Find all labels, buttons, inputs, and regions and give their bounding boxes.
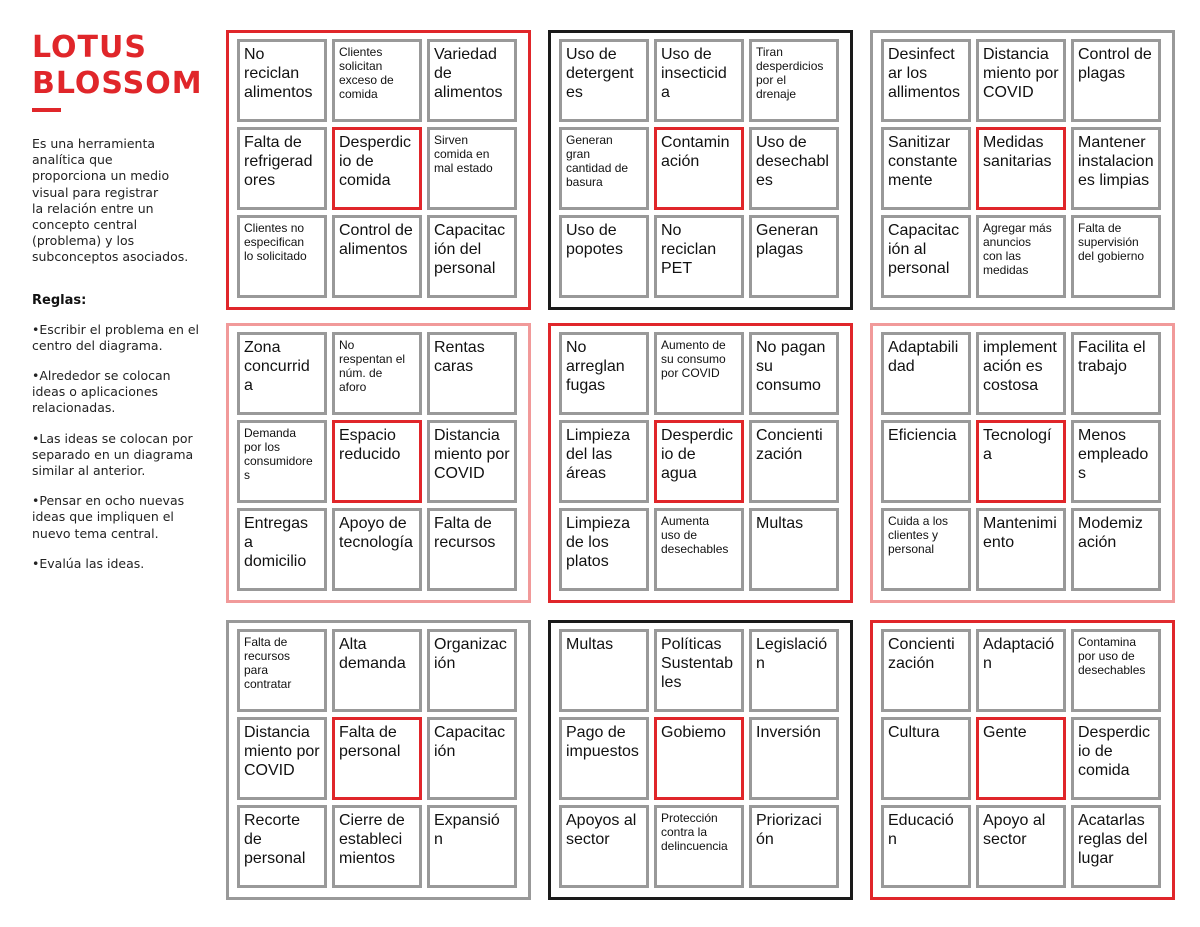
- cell-text: Capacitac ión del personal: [434, 222, 506, 277]
- cell-text: Acatarlas reglas del lugar: [1078, 812, 1148, 867]
- cell-text: Contamin ación: [661, 134, 730, 170]
- cell-text: Sirven comida en mal estado: [434, 133, 493, 175]
- idea-cell: [559, 127, 649, 210]
- idea-cell: [749, 629, 839, 712]
- title-underline: [32, 108, 61, 112]
- idea-cell: [654, 805, 744, 888]
- central-concept-cell: [976, 717, 1066, 800]
- cell-text: Espacio reducido: [339, 427, 401, 463]
- lotus-block: [226, 30, 531, 310]
- cell-text: Tiran desperdicios por el drenaje: [756, 45, 824, 101]
- cell-text: Apoyos al sector: [566, 812, 637, 848]
- idea-cell: [654, 215, 744, 298]
- rules-heading: Reglas:: [32, 292, 87, 308]
- idea-cell: [881, 215, 971, 298]
- idea-cell: [237, 215, 327, 298]
- idea-cell: [332, 39, 422, 122]
- cell-text: Clientes solicitan exceso de comida: [339, 45, 394, 101]
- idea-cell: [881, 420, 971, 503]
- rule-2: •Alrededor se colocan ideas o aplicaciones relacionadas.: [32, 368, 171, 416]
- cell-text: No reciclan alimentos: [244, 46, 313, 101]
- cell-text: Concienti zación: [888, 636, 955, 672]
- cell-text: No reciclan PET: [661, 222, 717, 277]
- cell-text: Agregar más anuncios con las medidas: [983, 221, 1052, 277]
- cell-text: Desperdic io de agua: [661, 427, 734, 482]
- cell-text: Falta de personal: [339, 724, 401, 760]
- idea-cell: [332, 215, 422, 298]
- central-concept-cell: [332, 127, 422, 210]
- idea-cell: [1071, 717, 1161, 800]
- idea-cell: [559, 805, 649, 888]
- cell-text: Entregas a domicilio: [244, 515, 309, 570]
- idea-cell: [749, 332, 839, 415]
- cell-text: Multas: [756, 515, 804, 532]
- idea-cell: [559, 332, 649, 415]
- idea-cell: [237, 717, 327, 800]
- cell-text: Gente: [983, 724, 1027, 741]
- idea-cell: [749, 717, 839, 800]
- idea-cell: [1071, 332, 1161, 415]
- cell-text: Adaptació n: [983, 636, 1055, 672]
- cell-text: Uso de detergent es: [566, 46, 634, 101]
- cell-text: Uso de insecticid a: [661, 46, 727, 101]
- cell-text: Limpieza de los platos: [566, 515, 631, 570]
- cell-text: Distancia miento por COVID: [244, 724, 320, 779]
- rule-1: •Escribir el problema en el centro del diagrama.: [32, 321, 200, 353]
- cell-text: Clientes no especifican lo solicitado: [244, 221, 307, 263]
- cell-text: Priorizaci ón: [756, 812, 822, 848]
- cell-text: Limpieza del las áreas: [566, 427, 631, 482]
- idea-cell: [749, 508, 839, 591]
- lotus-block: [548, 30, 853, 310]
- idea-cell: [427, 805, 517, 888]
- idea-cell: [237, 39, 327, 122]
- idea-cell: [881, 629, 971, 712]
- rule-4: •Pensar en ocho nuevas ideas que impliquen el nuevo tema central.: [32, 493, 185, 541]
- idea-cell: [332, 629, 422, 712]
- cell-text: Concienti zación: [756, 427, 823, 463]
- cell-text: No respentan el núm. de aforo: [339, 338, 406, 394]
- description: Es una herramienta analítica que proporciona un medio visual para registrar la relación entre un concepto central (problema) y los subconceptos asociados.: [32, 136, 189, 265]
- idea-cell: [427, 629, 517, 712]
- cell-text: Falta de refrigerad ores: [244, 134, 313, 189]
- cell-text: Variedad de alimentos: [434, 46, 503, 101]
- idea-cell: [749, 127, 839, 210]
- idea-cell: [427, 420, 517, 503]
- cell-text: Cierre de estableci mientos: [339, 812, 405, 867]
- cell-text: Generan plagas: [756, 222, 819, 258]
- idea-cell: [332, 508, 422, 591]
- cell-text: Apoyo de tecnología: [339, 515, 413, 551]
- idea-cell: [881, 39, 971, 122]
- lotus-block: [870, 620, 1175, 900]
- cell-text: Rentas caras: [434, 339, 485, 375]
- lotus-block: [870, 30, 1175, 310]
- idea-cell: [237, 332, 327, 415]
- cell-text: Expansió n: [434, 812, 500, 848]
- cell-text: Legislació n: [756, 636, 828, 672]
- idea-cell: [976, 39, 1066, 122]
- cell-text: Mantener instalacion es limpias: [1078, 134, 1154, 189]
- cell-text: Menos empleado s: [1078, 427, 1149, 482]
- idea-cell: [654, 39, 744, 122]
- idea-cell: [427, 39, 517, 122]
- cell-text: Falta de supervisión del gobierno: [1078, 221, 1145, 263]
- idea-cell: [749, 215, 839, 298]
- idea-cell: [1071, 420, 1161, 503]
- idea-cell: [1071, 215, 1161, 298]
- idea-cell: [976, 508, 1066, 591]
- cell-text: Demanda por los consumidore s: [244, 426, 313, 482]
- idea-cell: [976, 215, 1066, 298]
- cell-text: Desperdic io de comida: [1078, 724, 1151, 779]
- page-title: LOTUS BLOSSOM: [32, 30, 203, 101]
- cell-text: Pago de impuestos: [566, 724, 639, 760]
- idea-cell: [881, 805, 971, 888]
- cell-text: Distancia miento por COVID: [983, 46, 1059, 101]
- cell-text: Uso de popotes: [566, 222, 623, 258]
- idea-cell: [237, 508, 327, 591]
- idea-cell: [559, 39, 649, 122]
- cell-text: Facilita el trabajo: [1078, 339, 1146, 375]
- cell-text: Eficiencia: [888, 427, 957, 444]
- cell-text: Generan gran cantidad de basura: [566, 133, 629, 189]
- idea-cell: [976, 629, 1066, 712]
- cell-text: Mantenimi ento: [983, 515, 1057, 551]
- idea-cell: [427, 508, 517, 591]
- cell-text: Alta demanda: [339, 636, 406, 672]
- cell-text: Desinfect ar los allimentos: [888, 46, 961, 101]
- idea-cell: [559, 508, 649, 591]
- cell-text: Control de alimentos: [339, 222, 413, 258]
- idea-cell: [332, 332, 422, 415]
- idea-cell: [559, 717, 649, 800]
- idea-cell: [976, 805, 1066, 888]
- central-concept-cell: [976, 127, 1066, 210]
- cell-text: Organizac ión: [434, 636, 507, 672]
- idea-cell: [559, 215, 649, 298]
- idea-cell: [881, 127, 971, 210]
- cell-text: Capacitac ión al personal: [888, 222, 960, 277]
- idea-cell: [654, 508, 744, 591]
- idea-cell: [749, 805, 839, 888]
- cell-text: Desperdic io de comida: [339, 134, 412, 189]
- idea-cell: [1071, 39, 1161, 122]
- cell-text: Zona concurrid a: [244, 339, 310, 394]
- idea-cell: [559, 420, 649, 503]
- sidebar: [32, 30, 202, 572]
- rule-5: •Evalúa las ideas.: [32, 555, 145, 571]
- idea-cell: [332, 805, 422, 888]
- idea-cell: [559, 629, 649, 712]
- lotus-block: [548, 620, 853, 900]
- cell-text: Aumento de su consumo por COVID: [661, 338, 726, 380]
- idea-cell: [1071, 805, 1161, 888]
- idea-cell: [427, 332, 517, 415]
- cell-text: Capacitac ión: [434, 724, 506, 760]
- central-concept-cell: [654, 717, 744, 800]
- cell-text: Control de plagas: [1078, 46, 1152, 82]
- cell-text: Gobiemo: [661, 724, 726, 741]
- idea-cell: [237, 805, 327, 888]
- central-concept-cell: [654, 127, 744, 210]
- cell-text: implement ación es costosa: [983, 339, 1057, 394]
- idea-cell: [237, 629, 327, 712]
- idea-cell: [427, 215, 517, 298]
- central-concept-cell: [654, 420, 744, 503]
- idea-cell: [427, 717, 517, 800]
- central-concept-cell: [976, 420, 1066, 503]
- cell-text: Apoyo al sector: [983, 812, 1046, 848]
- idea-cell: [654, 332, 744, 415]
- cell-text: Falta de recursos para contratar: [244, 635, 292, 691]
- lotus-block: [226, 323, 531, 603]
- cell-text: Cultura: [888, 724, 940, 741]
- cell-text: Tecnologí a: [983, 427, 1052, 463]
- idea-cell: [427, 127, 517, 210]
- idea-cell: [237, 127, 327, 210]
- idea-cell: [881, 332, 971, 415]
- lotus-block: [226, 620, 531, 900]
- cell-text: Sanitizar constante mente: [888, 134, 958, 189]
- cell-text: Políticas Sustentab les: [661, 636, 734, 691]
- idea-cell: [881, 717, 971, 800]
- idea-cell: [749, 39, 839, 122]
- cell-text: No pagan su consumo: [756, 339, 826, 394]
- central-concept-cell: [332, 717, 422, 800]
- cell-text: Adaptabili dad: [888, 339, 959, 375]
- lotus-block: [548, 323, 853, 603]
- idea-cell: [881, 508, 971, 591]
- cell-text: Recorte de personal: [244, 812, 306, 867]
- idea-cell: [1071, 629, 1161, 712]
- cell-text: No arreglan fugas: [566, 339, 625, 394]
- rule-3: •Las ideas se colocan por separado en un diagrama similar al anterior.: [32, 430, 194, 479]
- cell-text: Educació n: [888, 812, 954, 848]
- cell-text: Protección contra la delincuencia: [661, 811, 728, 853]
- idea-cell: [237, 420, 327, 503]
- lotus-block: [870, 323, 1175, 603]
- cell-text: Contamina por uso de desechables: [1078, 635, 1146, 677]
- cell-text: Cuida a los clientes y personal: [888, 514, 949, 556]
- idea-cell: [1071, 127, 1161, 210]
- cell-text: Uso de desechabl es: [756, 134, 829, 189]
- cell-text: Inversión: [756, 724, 821, 741]
- cell-text: Medidas sanitarias: [983, 134, 1052, 170]
- idea-cell: [749, 420, 839, 503]
- idea-cell: [976, 332, 1066, 415]
- cell-text: Modemiz ación: [1078, 515, 1143, 551]
- cell-text: Distancia miento por COVID: [434, 427, 510, 482]
- central-concept-cell: [332, 420, 422, 503]
- cell-text: Falta de recursos: [434, 515, 496, 551]
- cell-text: Aumenta uso de desechables: [661, 514, 729, 556]
- idea-cell: [1071, 508, 1161, 591]
- cell-text: Multas: [566, 636, 614, 653]
- idea-cell: [654, 629, 744, 712]
